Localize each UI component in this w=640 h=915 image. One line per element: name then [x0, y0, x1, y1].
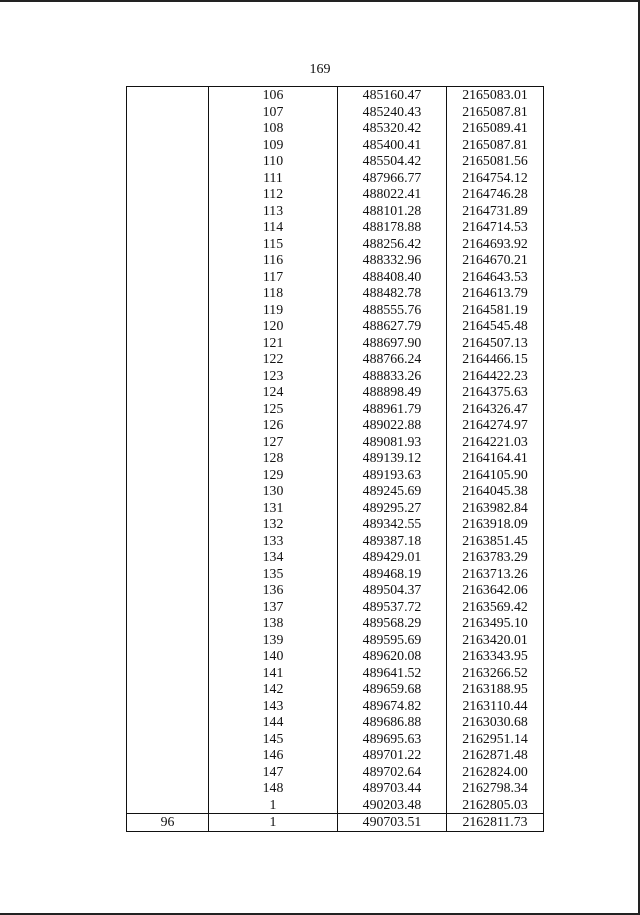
table-row	[127, 500, 544, 517]
vertex-number-cell: 145	[209, 731, 338, 748]
table-row	[127, 780, 544, 797]
parcel-number-cell	[127, 120, 209, 137]
parcel-number-cell	[127, 780, 209, 797]
vertex-number-cell: 143	[209, 698, 338, 715]
vertex-number-cell: 111	[209, 170, 338, 187]
vertex-number-cell: 1	[209, 797, 338, 814]
y-coordinate-cell: 2164545.48	[447, 318, 544, 335]
y-coordinate-cell: 2163851.45	[447, 533, 544, 550]
vertex-number-cell: 140	[209, 648, 338, 665]
vertex-number-cell: 129	[209, 467, 338, 484]
y-coordinate-cell: 2162811.73	[447, 814, 544, 832]
x-coordinate-cell: 489342.55	[338, 516, 447, 533]
table-row	[127, 351, 544, 368]
parcel-number-cell	[127, 549, 209, 566]
x-coordinate-cell: 489022.88	[338, 417, 447, 434]
table-row	[127, 120, 544, 137]
y-coordinate-cell: 2164581.19	[447, 302, 544, 319]
parcel-number-cell	[127, 714, 209, 731]
parcel-number-cell	[127, 632, 209, 649]
y-coordinate-cell: 2163982.84	[447, 500, 544, 517]
y-coordinate-cell: 2164731.89	[447, 203, 544, 220]
parcel-number-cell	[127, 731, 209, 748]
table-row	[127, 434, 544, 451]
y-coordinate-cell: 2164164.41	[447, 450, 544, 467]
vertex-number-cell: 139	[209, 632, 338, 649]
vertex-number-cell: 117	[209, 269, 338, 286]
parcel-number-cell: 96	[127, 814, 209, 832]
parcel-number-cell	[127, 450, 209, 467]
x-coordinate-cell: 490703.51	[338, 814, 447, 832]
vertex-number-cell: 112	[209, 186, 338, 203]
x-coordinate-cell: 488482.78	[338, 285, 447, 302]
parcel-number-cell	[127, 384, 209, 401]
x-coordinate-cell: 489295.27	[338, 500, 447, 517]
vertex-number-cell: 142	[209, 681, 338, 698]
vertex-number-cell: 135	[209, 566, 338, 583]
x-coordinate-cell: 488256.42	[338, 236, 447, 253]
vertex-number-cell: 113	[209, 203, 338, 220]
x-coordinate-cell: 489674.82	[338, 698, 447, 715]
y-coordinate-cell: 2165081.56	[447, 153, 544, 170]
coordinates-table	[126, 86, 544, 832]
x-coordinate-cell: 488178.88	[338, 219, 447, 236]
table-row	[127, 549, 544, 566]
x-coordinate-cell: 488627.79	[338, 318, 447, 335]
table-row	[127, 483, 544, 500]
x-coordinate-cell: 489245.69	[338, 483, 447, 500]
y-coordinate-cell: 2164466.15	[447, 351, 544, 368]
vertex-number-cell: 1	[209, 814, 338, 832]
y-coordinate-cell: 2164693.92	[447, 236, 544, 253]
y-coordinate-cell: 2164643.53	[447, 269, 544, 286]
table-row	[127, 665, 544, 682]
x-coordinate-cell: 489429.01	[338, 549, 447, 566]
x-coordinate-cell: 489595.69	[338, 632, 447, 649]
y-coordinate-cell: 2163110.44	[447, 698, 544, 715]
parcel-number-cell	[127, 582, 209, 599]
table-row	[127, 104, 544, 121]
y-coordinate-cell: 2164746.28	[447, 186, 544, 203]
parcel-number-cell	[127, 615, 209, 632]
vertex-number-cell: 114	[209, 219, 338, 236]
vertex-number-cell: 118	[209, 285, 338, 302]
parcel-number-cell	[127, 401, 209, 418]
x-coordinate-cell: 488766.24	[338, 351, 447, 368]
parcel-number-cell	[127, 500, 209, 517]
vertex-number-cell: 125	[209, 401, 338, 418]
table-row	[127, 401, 544, 418]
table-row	[127, 632, 544, 649]
x-coordinate-cell: 489686.88	[338, 714, 447, 731]
parcel-number-cell	[127, 318, 209, 335]
y-coordinate-cell: 2163918.09	[447, 516, 544, 533]
y-coordinate-cell: 2162871.48	[447, 747, 544, 764]
x-coordinate-cell: 488833.26	[338, 368, 447, 385]
parcel-number-cell	[127, 747, 209, 764]
x-coordinate-cell: 488408.40	[338, 269, 447, 286]
y-coordinate-cell: 2165087.81	[447, 137, 544, 154]
y-coordinate-cell: 2164507.13	[447, 335, 544, 352]
vertex-number-cell: 132	[209, 516, 338, 533]
y-coordinate-cell: 2163783.29	[447, 549, 544, 566]
y-coordinate-cell: 2164326.47	[447, 401, 544, 418]
parcel-number-cell	[127, 236, 209, 253]
y-coordinate-cell: 2163343.95	[447, 648, 544, 665]
vertex-number-cell: 147	[209, 764, 338, 781]
y-coordinate-cell: 2162805.03	[447, 797, 544, 814]
table-row	[127, 318, 544, 335]
y-coordinate-cell: 2163569.42	[447, 599, 544, 616]
parcel-number-cell	[127, 417, 209, 434]
x-coordinate-cell: 489620.08	[338, 648, 447, 665]
vertex-number-cell: 110	[209, 153, 338, 170]
y-coordinate-cell: 2164045.38	[447, 483, 544, 500]
y-coordinate-cell: 2164422.23	[447, 368, 544, 385]
x-coordinate-cell: 489703.44	[338, 780, 447, 797]
x-coordinate-cell: 488022.41	[338, 186, 447, 203]
vertex-number-cell: 141	[209, 665, 338, 682]
vertex-number-cell: 107	[209, 104, 338, 121]
coordinates-table-body	[127, 87, 544, 832]
table-row	[127, 252, 544, 269]
y-coordinate-cell: 2164375.63	[447, 384, 544, 401]
vertex-number-cell: 109	[209, 137, 338, 154]
parcel-number-cell	[127, 533, 209, 550]
y-coordinate-cell: 2164613.79	[447, 285, 544, 302]
table-row	[127, 599, 544, 616]
vertex-number-cell: 127	[209, 434, 338, 451]
parcel-number-cell	[127, 137, 209, 154]
x-coordinate-cell: 489193.63	[338, 467, 447, 484]
vertex-number-cell: 128	[209, 450, 338, 467]
y-coordinate-cell: 2164714.53	[447, 219, 544, 236]
vertex-number-cell: 106	[209, 87, 338, 104]
parcel-number-cell	[127, 87, 209, 104]
parcel-number-cell	[127, 764, 209, 781]
x-coordinate-cell: 489387.18	[338, 533, 447, 550]
x-coordinate-cell: 488332.96	[338, 252, 447, 269]
vertex-number-cell: 122	[209, 351, 338, 368]
parcel-number-cell	[127, 252, 209, 269]
table-row	[127, 450, 544, 467]
x-coordinate-cell: 485400.41	[338, 137, 447, 154]
x-coordinate-cell: 489701.22	[338, 747, 447, 764]
x-coordinate-cell: 489139.12	[338, 450, 447, 467]
parcel-number-cell	[127, 648, 209, 665]
vertex-number-cell: 123	[209, 368, 338, 385]
y-coordinate-cell: 2162951.14	[447, 731, 544, 748]
parcel-number-cell	[127, 153, 209, 170]
table-row	[127, 615, 544, 632]
y-coordinate-cell: 2163420.01	[447, 632, 544, 649]
vertex-number-cell: 108	[209, 120, 338, 137]
parcel-number-cell	[127, 797, 209, 814]
table-row	[127, 516, 544, 533]
table-row	[127, 285, 544, 302]
parcel-number-cell	[127, 203, 209, 220]
x-coordinate-cell: 485160.47	[338, 87, 447, 104]
table-row	[127, 648, 544, 665]
table-row	[127, 384, 544, 401]
x-coordinate-cell: 488898.49	[338, 384, 447, 401]
table-row	[127, 87, 544, 104]
y-coordinate-cell: 2164105.90	[447, 467, 544, 484]
x-coordinate-cell: 488697.90	[338, 335, 447, 352]
table-row	[127, 698, 544, 715]
vertex-number-cell: 133	[209, 533, 338, 550]
table-row	[127, 582, 544, 599]
table-row	[127, 335, 544, 352]
parcel-number-cell	[127, 681, 209, 698]
table-row	[127, 236, 544, 253]
parcel-number-cell	[127, 285, 209, 302]
vertex-number-cell: 121	[209, 335, 338, 352]
table-row	[127, 153, 544, 170]
table-row	[127, 170, 544, 187]
y-coordinate-cell: 2162798.34	[447, 780, 544, 797]
x-coordinate-cell: 485504.42	[338, 153, 447, 170]
table-row	[127, 302, 544, 319]
vertex-number-cell: 146	[209, 747, 338, 764]
vertex-number-cell: 124	[209, 384, 338, 401]
x-coordinate-cell: 489468.19	[338, 566, 447, 583]
y-coordinate-cell: 2162824.00	[447, 764, 544, 781]
parcel-number-cell	[127, 170, 209, 187]
vertex-number-cell: 126	[209, 417, 338, 434]
x-coordinate-cell: 489695.63	[338, 731, 447, 748]
x-coordinate-cell: 488961.79	[338, 401, 447, 418]
vertex-number-cell: 130	[209, 483, 338, 500]
parcel-number-cell	[127, 104, 209, 121]
table-row	[127, 269, 544, 286]
x-coordinate-cell: 485320.42	[338, 120, 447, 137]
vertex-number-cell: 131	[209, 500, 338, 517]
x-coordinate-cell: 489081.93	[338, 434, 447, 451]
page-number: 169	[309, 62, 331, 77]
table-row	[127, 186, 544, 203]
vertex-number-cell: 138	[209, 615, 338, 632]
x-coordinate-cell: 488101.28	[338, 203, 447, 220]
vertex-number-cell: 144	[209, 714, 338, 731]
vertex-number-cell: 136	[209, 582, 338, 599]
parcel-number-cell	[127, 219, 209, 236]
vertex-number-cell: 116	[209, 252, 338, 269]
table-row	[127, 203, 544, 220]
y-coordinate-cell: 2165089.41	[447, 120, 544, 137]
vertex-number-cell: 115	[209, 236, 338, 253]
y-coordinate-cell: 2163495.10	[447, 615, 544, 632]
table-row	[127, 417, 544, 434]
parcel-number-cell	[127, 186, 209, 203]
table-row	[127, 368, 544, 385]
table-row	[127, 764, 544, 781]
parcel-number-cell	[127, 269, 209, 286]
parcel-number-cell	[127, 335, 209, 352]
table-row	[127, 467, 544, 484]
vertex-number-cell: 137	[209, 599, 338, 616]
parcel-number-cell	[127, 434, 209, 451]
x-coordinate-cell: 490203.48	[338, 797, 447, 814]
parcel-number-cell	[127, 351, 209, 368]
x-coordinate-cell: 487966.77	[338, 170, 447, 187]
table-row	[127, 137, 544, 154]
parcel-number-cell	[127, 302, 209, 319]
y-coordinate-cell: 2164670.21	[447, 252, 544, 269]
y-coordinate-cell: 2164754.12	[447, 170, 544, 187]
table-row	[127, 714, 544, 731]
table-row	[127, 814, 544, 832]
parcel-number-cell	[127, 566, 209, 583]
y-coordinate-cell: 2163642.06	[447, 582, 544, 599]
y-coordinate-cell: 2165083.01	[447, 87, 544, 104]
x-coordinate-cell: 489641.52	[338, 665, 447, 682]
y-coordinate-cell: 2163713.26	[447, 566, 544, 583]
table-row	[127, 533, 544, 550]
parcel-number-cell	[127, 368, 209, 385]
table-row	[127, 219, 544, 236]
parcel-number-cell	[127, 698, 209, 715]
table-row	[127, 797, 544, 814]
vertex-number-cell: 148	[209, 780, 338, 797]
x-coordinate-cell: 489504.37	[338, 582, 447, 599]
table-row	[127, 747, 544, 764]
parcel-number-cell	[127, 599, 209, 616]
table-row	[127, 681, 544, 698]
x-coordinate-cell: 488555.76	[338, 302, 447, 319]
scan-top-edge	[0, 0, 640, 2]
y-coordinate-cell: 2165087.81	[447, 104, 544, 121]
x-coordinate-cell: 489537.72	[338, 599, 447, 616]
x-coordinate-cell: 489659.68	[338, 681, 447, 698]
table-row	[127, 731, 544, 748]
parcel-number-cell	[127, 516, 209, 533]
y-coordinate-cell: 2163266.52	[447, 665, 544, 682]
x-coordinate-cell: 489568.29	[338, 615, 447, 632]
y-coordinate-cell: 2164221.03	[447, 434, 544, 451]
parcel-number-cell	[127, 483, 209, 500]
y-coordinate-cell: 2163030.68	[447, 714, 544, 731]
vertex-number-cell: 120	[209, 318, 338, 335]
parcel-number-cell	[127, 467, 209, 484]
parcel-number-cell	[127, 665, 209, 682]
vertex-number-cell: 134	[209, 549, 338, 566]
x-coordinate-cell: 489702.64	[338, 764, 447, 781]
x-coordinate-cell: 485240.43	[338, 104, 447, 121]
y-coordinate-cell: 2163188.95	[447, 681, 544, 698]
table-row	[127, 566, 544, 583]
y-coordinate-cell: 2164274.97	[447, 417, 544, 434]
vertex-number-cell: 119	[209, 302, 338, 319]
